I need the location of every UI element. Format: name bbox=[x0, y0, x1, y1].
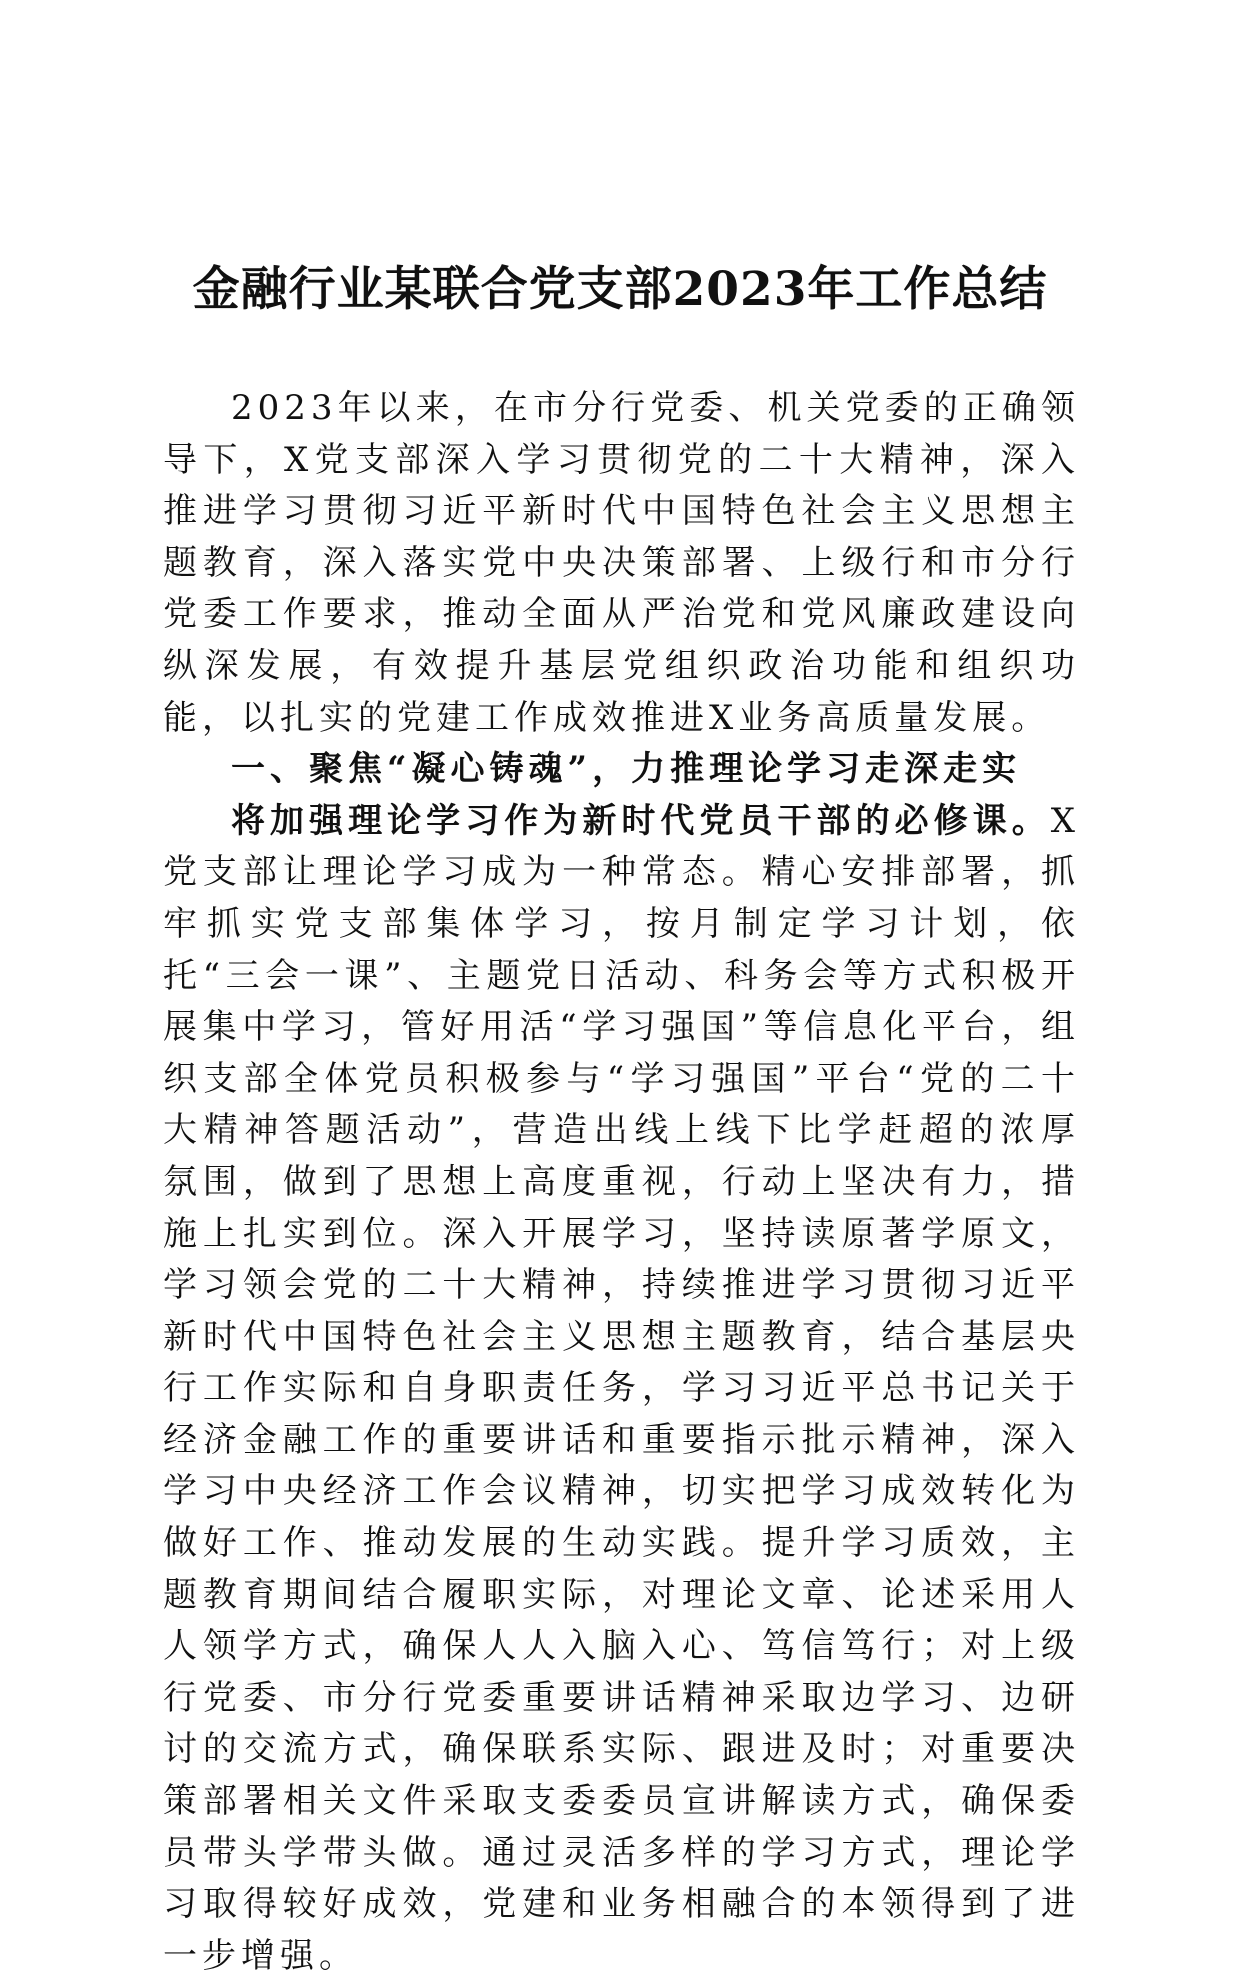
section-body-text: X党支部让理论学习成为一种常态。精心安排部署，抓牢抓实党支部集体学习，按月制定学习计划，依托“三会一课”、主题党日活动、科务会等方式积极开展集中学习，管好用活“学习强国”等信息化平台，组织支部全体党员积极参与“学习强国”平台“党的二十大精神答题活动”，营造出线上线下比学赶超的浓厚氛围，做到了思想上高度重视，行动上坚决有力，措施上扎实到位。深入开展学习，坚持读原著学原文，学习领会党的二十大精神，持续推进学习贯彻习近平新时代中国特色社会主义思想主题教育，结合基层央行工作实际和自身职责任务，学习习近平总书记关于经济金融工作的重要讲话和重要指示批示精神，深入学习中央经济工作会议精神，切实把学习成效转化为做好工作、推动发展的生动实践。提升学习质效，主题教育期间结合履职实际，对理论文章、论述采用人人领学方式，确保人人入脑入心、笃信笃行；对上级行党委、市分行党委重要讲话精神采取边学习、边研讨的交流方式，确保联系实际、跟进及时；对重要决策部署相关文件采取支委委员宣讲解读方式，确保委员带头学带头做。通过灵活多样的学习方式，理论学习取得较好成效，党建和业务相融合的本领得到了进一步增强。 bbox=[163, 800, 1080, 1976]
section-heading: 一、聚焦“凝心铸魂”，力推理论学习走深走实 bbox=[231, 749, 1022, 790]
document-title: 金融行业某联合党支部2023年工作总结 bbox=[192, 262, 1048, 317]
intro-paragraph: 2023年以来，在市分行党委、机关党委的正确领导下，X党支部深入学习贯彻党的二十大精神，深入推进学习贯彻习近平新时代中国特色社会主义思想主题教育，深入落实党中央决策部署、上级行和市分行党委工作要求，推动全面从严治党和党风廉政建设向纵深发展，有效提升基层党组织政治功能和组织功能，以扎实的党建工作成效推进X业务高质量发展。 bbox=[163, 388, 1080, 738]
section-lead-sentence: 将加强理论学习作为新时代党员干部的必修课。 bbox=[231, 800, 1051, 841]
section-paragraph bbox=[163, 796, 1080, 1982]
document-body bbox=[163, 383, 1080, 1982]
